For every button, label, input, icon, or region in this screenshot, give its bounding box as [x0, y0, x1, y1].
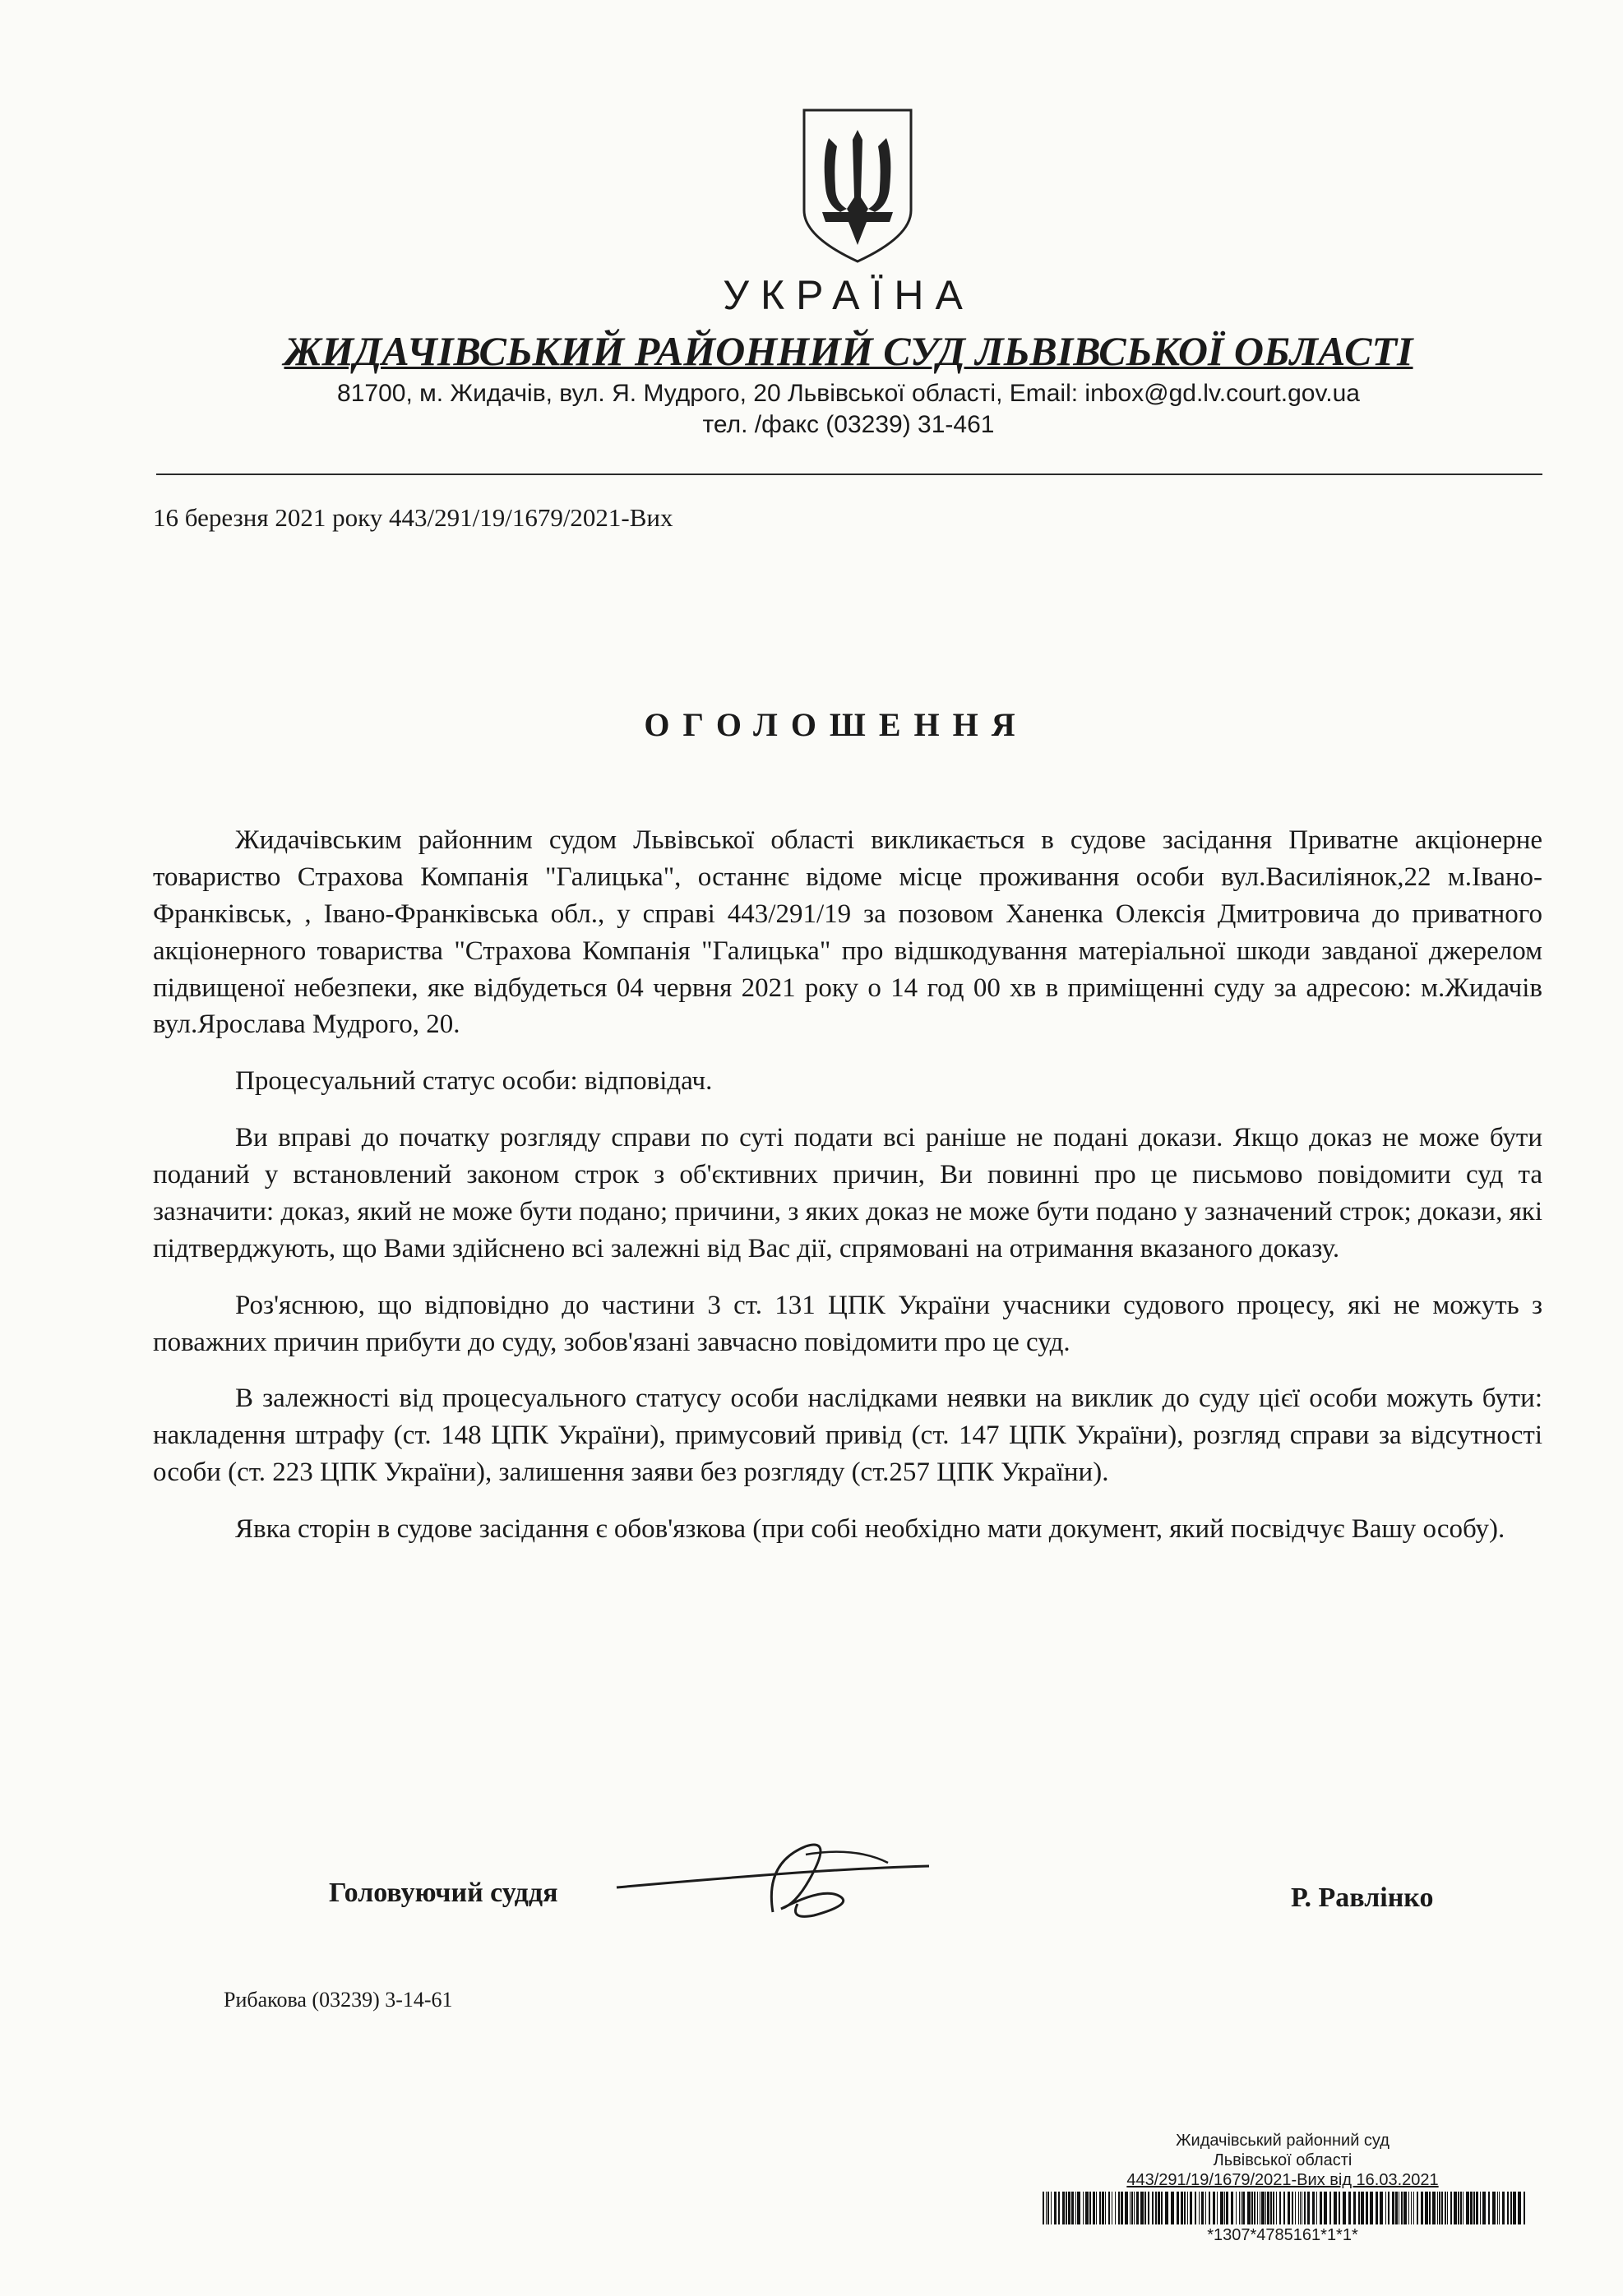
judge-name: Р. Равлінко: [1291, 1883, 1434, 1913]
stamp-number-line: 443/291/19/1679/2021-Вих від 16.03.2021: [1126, 2171, 1439, 2189]
barcode-icon: [1043, 2192, 1529, 2224]
paragraph: Явка сторін в судове засідання є обов'язкова (при собі необхідно мати документ, який посвідчує Вашу особу).: [235, 1514, 1505, 1544]
court-name: ЖИДАЧІВСЬКИЙ РАЙОННИЙ СУД ЛЬВІВСЬКОЇ ОБЛАСТІ: [284, 328, 1413, 374]
header-divider: [156, 474, 1542, 475]
paragraph: Роз'яснюю, що відповідно до частини 3 ст. 131 ЦПК України учасники судового процесу, які не можуть з поважних причин прибути до суду, зобов'язані завчасно повідомити про це суд.: [153, 1290, 1542, 1357]
outgoing-reference: 16 березня 2021 року 443/291/19/1679/2021-Вих: [153, 503, 673, 532]
court-address: 81700, м. Жидачів, вул. Я. Мудрого, 20 Львівської області, Email: inbox@gd.lv.court.gov.ua: [337, 380, 1360, 407]
executor-contact: Рибакова (03239) 3-14-61: [224, 1988, 453, 2012]
handwritten-signature-icon: [608, 1830, 937, 1929]
registration-stamp: [1036, 2131, 1529, 2190]
court-phone: тел. /факс (03239) 31-461: [702, 411, 995, 438]
paragraph: Жидачівським районним судом Львівської області викликається в судове засідання Приватне акціонерне товариство Страхова Компанія "Галицька", останнє відоме місце проживання особи вул.Василіянок,22 м.Івано-Франківськ, , Івано-Франківська обл., у справі 443/291/19 за позовом Ханенка Олексія Дмитровича до приватного акціонерного товариства "Страхова Компанія "Галицька" про відшкодування матеріальної шкоди завданої джерелом підвищеної небезпеки, яке відбудеться 04 червня 2021 року о 14 год 00 хв в приміщенні суду за адресою: м.Жидачів вул.Ярослава Мудрого, 20.: [153, 825, 1542, 1040]
stamp-region-line: Львівської області: [1213, 2151, 1352, 2169]
signature-label: Головуючий суддя: [329, 1878, 558, 1908]
paragraph: В залежності від процесуального статусу особи наслідками неявки на виклик до суду цієї особи можуть бути: накладення штрафу (ст. 148 ЦПК України), примусовий привід (ст. 147 ЦПК України), розгляд справи за відсутності особи (ст. 223 ЦПК України), залишення заяви без розгляду (ст.257 ЦПК України).: [153, 1384, 1542, 1488]
barcode-number: *1307*4785161*1*1*: [1207, 2226, 1358, 2244]
paragraph: Процесуальний статус особи: відповідач.: [235, 1066, 713, 1097]
document-body: [153, 822, 1542, 1568]
document-title: ОГОЛОШЕННЯ: [644, 706, 1029, 743]
country-heading: УКРАЇНА: [723, 272, 974, 318]
paragraph: Ви вправі до початку розгляду справи по суті подати всі раніше не подані докази. Якщо доказ не може бути поданий у встановлений законом строк з об'єктивних причин, Ви повинні про це письмово повідомити суд та зазначити: доказ, який не може бути подано; причини, з яких доказ не може бути подано у зазначений строк; докази, які підтверджують, що Вами здійснено всі залежні від Вас дії, спрямовані на отримання вказаного доказу.: [153, 1123, 1542, 1263]
trident-emblem-icon: [798, 105, 918, 266]
stamp-court-line: Жидачівський районний суд: [1176, 2132, 1389, 2150]
